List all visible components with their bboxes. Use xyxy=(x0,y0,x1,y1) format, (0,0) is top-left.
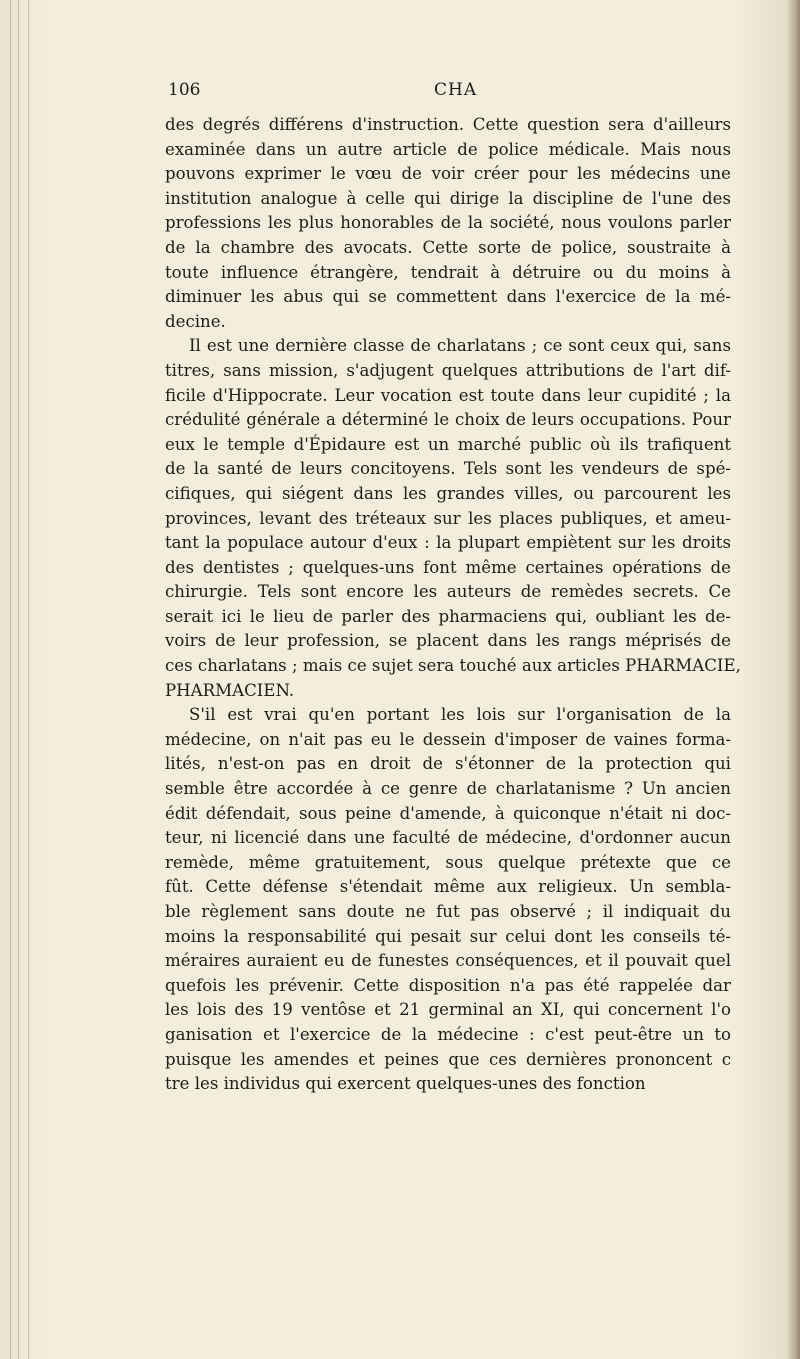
text-line: ble règlement sans doute ne fut pas observé ; il indiquait du xyxy=(165,902,731,921)
text-line: PHARMACIEN. xyxy=(165,680,295,700)
text-line: médecine, on n'ait pas eu le dessein d'imposer de vaines forma- xyxy=(165,729,731,749)
text-line: serait ici le lieu de parler des pharmaciens qui, oubliant les de- xyxy=(165,606,731,626)
text-line: les lois des 19 ventôse et 21 germinal an XI, qui concernent l'o xyxy=(165,1000,731,1020)
text-line: de la santé de leurs concitoyens. Tels sont les vendeurs de spé- xyxy=(165,459,731,479)
text-line: des dentistes ; quelques-uns font même certaines opérations de xyxy=(165,557,731,577)
gutter-line xyxy=(10,0,11,1359)
text-line: Il est une dernière classe de charlatans ; ce sont ceux qui, sans xyxy=(189,336,731,356)
running-head xyxy=(168,80,728,108)
text-line: professions les plus honorables de la société, nous voulons parler xyxy=(165,213,731,233)
text-line: chirurgie. Tels sont encore les auteurs de remèdes secrets. Ce xyxy=(165,582,731,602)
text-line: ces charlatans ; mais ce sujet sera touché aux articles PHARMACIE, xyxy=(165,656,741,676)
text-line: des degrés différens d'instruction. Cette question sera d'ailleurs xyxy=(165,115,731,134)
text-line: édit défendait, sous peine d'amende, à quiconque n'était ni doc- xyxy=(165,803,731,823)
text-line: examinée dans un autre article de police médicale. Mais nous xyxy=(165,139,731,159)
text-line: S'il est vrai qu'en portant les lois sur l'organisation de la xyxy=(189,705,731,725)
text-line: tant la populace autour d'eux : la plupart empiètent sur les droits xyxy=(165,533,731,553)
page-edge-shadow xyxy=(788,0,800,1359)
gutter-line xyxy=(28,0,29,1359)
text-line: méraires auraient eu de funestes conséquences, et il pouvait quel xyxy=(165,951,731,971)
text-line: puisque les amendes et peines que ces dernières prononcent c xyxy=(165,1049,731,1069)
text-line: teur, ni licencié dans une faculté de médecine, d'ordonner aucun xyxy=(165,828,731,848)
text-line: lités, n'est-on pas en droit de s'étonner de la protection qui xyxy=(165,754,731,774)
text-line: voirs de leur profession, se placent dans les rangs méprisés de xyxy=(165,631,731,651)
text-line: ficile d'Hippocrate. Leur vocation est toute dans leur cupidité ; la xyxy=(165,385,731,405)
text-line: de la chambre des avocats. Cette sorte de police, soustraite à xyxy=(165,237,731,257)
text-line: semble être accordée à ce genre de charlatanisme ? Un ancien xyxy=(165,779,731,799)
text-line: titres, sans mission, s'adjugent quelques attributions de l'art dif- xyxy=(165,360,731,380)
text-line: fût. Cette défense s'étendait même aux religieux. Un sembla- xyxy=(165,877,731,897)
text-line: quefois les prévenir. Cette disposition n'a pas été rappelée dar xyxy=(165,975,731,995)
text-line: pouvons exprimer le vœu de voir créer pour les médecins une xyxy=(165,164,731,184)
running-head-title: CHA xyxy=(434,80,478,100)
text-line: decine. xyxy=(165,311,226,331)
text-line: institution analogue à celle qui dirige la discipline de l'une des xyxy=(165,188,731,208)
text-line: eux le temple d'Épidaure est un marché public où ils trafiquent xyxy=(165,434,731,454)
body-text xyxy=(165,113,741,1097)
text-line: ganisation et l'exercice de la médecine : c'est peut-être un to xyxy=(165,1024,731,1044)
page-number: 106 xyxy=(168,80,201,100)
text-line: tre les individus qui exercent quelques-unes des fonction xyxy=(165,1074,646,1094)
text-line: provinces, levant des tréteaux sur les places publiques, et ameu- xyxy=(165,508,731,528)
text-line: cifiques, qui siégent dans les grandes villes, ou parcourent les xyxy=(165,483,731,503)
text-line: crédulité générale a déterminé le choix de leurs occupations. Pour xyxy=(165,410,731,430)
text-line: diminuer les abus qui se commettent dans l'exercice de la mé- xyxy=(165,287,731,307)
text-line: toute influence étrangère, tendrait à détruire ou du moins à xyxy=(165,262,731,282)
text-line: remède, même gratuitement, sous quelque prétexte que ce xyxy=(165,852,731,872)
text-line: moins la responsabilité qui pesait sur celui dont les conseils té- xyxy=(165,926,731,946)
gutter-line xyxy=(18,0,19,1359)
